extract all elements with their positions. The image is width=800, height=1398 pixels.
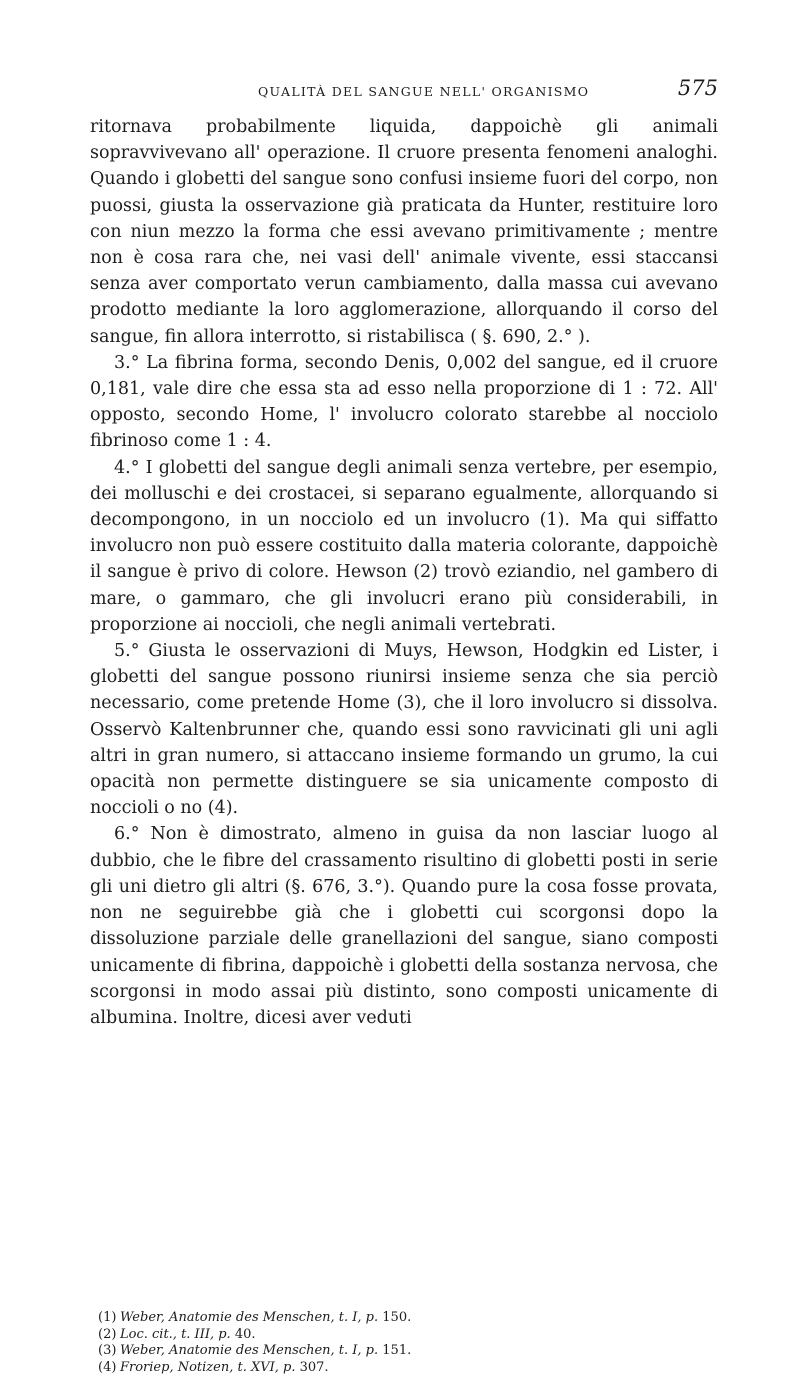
book-page: [90, 76, 718, 1031]
footnote-source: Loc. cit., t. III, p.: [120, 1326, 231, 1342]
footnote-source: Weber, Anatomie des Menschen, t. I, p.: [120, 1310, 379, 1325]
footnote-4: [98, 1360, 708, 1377]
footnote-source: Froriep, Notizen, t. XVI, p.: [120, 1359, 296, 1375]
footnote-3: [98, 1343, 708, 1360]
page-header: [90, 76, 718, 110]
footnote-page: 150.: [378, 1310, 412, 1325]
footnote-number: (4): [98, 1359, 117, 1375]
paragraph-continuation: ritornava probabilmente liquida, dappoichè gli animali sopravvivevano all' operazione. Il cruore presenta fenomeni analoghi. Quando i globetti del sangue sono confusi insieme fuori del corpo, non puossi, giusta la osservazione già praticata da Hunter, restituire loro con niun mezzo la forma che essi avevano primitivamente ; mentre non è cosa rara che, nei vasi dell' animale vivente, essi staccansi senza aver comportato verun cambiamento, dalla massa cui avevano prodotto mediante la loro agglomerazione, allorquando il corso del sangue, fin allora interrotto, si ristabilisca ( §. 690, 2.° ).: [90, 117, 718, 347]
paragraph-4: 4.° I globetti del sangue degli animali senza vertebre, per esempio, dei molluschi e dei crostacei, si separano egualmente, allorquando si decompongono, in un nocciolo ed un involucro (1). Ma qui siffatto involucro non può essere costituito dalla materia colorante, dappoichè il sangue è privo di colore. Hewson (2) trovò eziandio, nel gambero di mare, o gammaro, che gli involucri erano più considerabili, in proporzione ai noccioli, che negli animali vertebrati.: [90, 457, 718, 635]
footnote-page: 151.: [378, 1343, 412, 1359]
footnote-number: (1): [98, 1310, 117, 1325]
paragraph-6: 6.° Non è dimostrato, almeno in guisa da non lasciar luogo al dubbio, che le fibre del crassamento risultino di globetti posti in serie gli uni dietro gli altri (§. 676, 3.°). Quando pure la cosa fosse provata, non ne seguirebbe già che i globetti cui scorgonsi dopo la dissoluzione parziale delle granellazioni del sangue, siano composti unicamente di fibrina, dappoichè i globetti della sostanza nervosa, che scorgonsi in modo assai più distinto, sono composti unicamente di albumina. Inoltre, dicesi aver veduti: [90, 824, 718, 1028]
footnote-number: (3): [98, 1343, 117, 1359]
footnotes: [98, 1310, 708, 1376]
footnote-1: [98, 1310, 708, 1327]
footnote-2: [98, 1327, 708, 1344]
paragraph-3: 3.° La fibrina forma, secondo Denis, 0,002 del sangue, ed il cruore 0,181, vale dire che essa sta ad esso nella proporzione di 1 : 72. All' opposto, secondo Home, l' involucro colorato starebbe al nocciolo fibrinoso come 1 : 4.: [90, 352, 718, 452]
running-head: QUALITÀ DEL SANGUE NELL' ORGANISMO: [258, 84, 590, 99]
footnote-page: 40.: [230, 1326, 256, 1342]
page-number: 575: [677, 76, 718, 100]
footnote-page: 307.: [295, 1359, 329, 1375]
footnote-source: Weber, Anatomie des Menschen, t. I, p.: [120, 1343, 379, 1359]
footnote-number: (2): [98, 1326, 117, 1342]
body-text: [90, 114, 718, 1031]
paragraph-5: 5.° Giusta le osservazioni di Muys, Hewson, Hodgkin ed Lister, i globetti del sangue possono riunirsi insieme senza che sia perciò necessario, come pretende Home (3), che il loro involucro si dissolva. Osservò Kaltenbrunner che, quando essi sono ravvicinati gli uni agli altri in gran numero, si attaccano insieme formando un grumo, la cui opacità non permette distinguere se sia unicamente composto di noccioli o no (4).: [90, 641, 718, 819]
